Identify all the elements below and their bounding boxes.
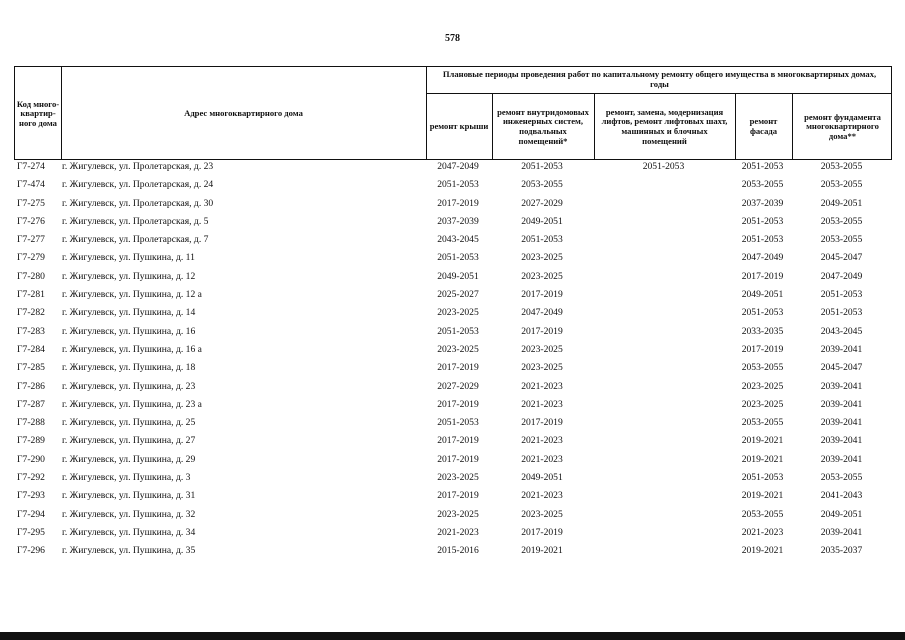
cell-systems: 2023-2025 [521, 343, 563, 355]
table-row [14, 489, 892, 507]
cell-code: Г7-285 [17, 362, 45, 374]
cell-systems: 2053-2055 [521, 179, 563, 191]
cell-facade: 2053-2055 [741, 362, 784, 374]
table-row [14, 197, 892, 215]
cell-roof: 2047-2049 [437, 161, 479, 172]
cell-facade: 2017-2019 [741, 270, 784, 282]
cell-roof: 2015-2016 [437, 545, 479, 557]
cell-systems: 2021-2023 [521, 490, 563, 502]
cell-code: Г7-296 [17, 545, 45, 557]
cell-address: г. Жигулевск, ул. Пушкина, д. 14 [62, 307, 196, 319]
cell-systems: 2021-2023 [521, 453, 563, 465]
cell-code: Г7-276 [17, 215, 45, 227]
table-row [14, 434, 892, 452]
table-row [14, 251, 892, 269]
cell-systems: 2023-2025 [521, 270, 563, 282]
cell-code: Г7-295 [17, 526, 45, 538]
cell-facade: 2019-2021 [741, 435, 784, 447]
cell-code: Г7-474 [17, 179, 45, 191]
header-systems: ремонт внутридомовых инженерных систем, подвальных помещений* [497, 106, 589, 146]
cell-code: Г7-294 [17, 508, 45, 520]
cell-address: г. Жигулевск, ул. Пушкина, д. 29 [62, 453, 196, 465]
cell-facade: 2037-2039 [741, 197, 784, 209]
table-row [14, 178, 892, 196]
cell-address: г. Жигулевск, ул. Пролетарская, д. 23 [62, 161, 214, 172]
table-row [14, 215, 892, 233]
cell-foundation: 2039-2041 [820, 380, 863, 392]
cell-facade: 2053-2055 [741, 417, 784, 429]
header-code: Код много-квартир-ного дома [16, 98, 60, 128]
cell-address: г. Жигулевск, ул. Пушкина, д. 12 [62, 270, 196, 282]
cell-foundation: 2053-2055 [820, 215, 863, 227]
table-row [14, 343, 892, 361]
table-row [14, 453, 892, 471]
table-row [14, 544, 892, 562]
cell-systems: 2021-2023 [521, 380, 563, 392]
table-row [14, 361, 892, 379]
cell-code: Г7-283 [17, 325, 45, 337]
cell-address: г. Жигулевск, ул. Пушкина, д. 16 [62, 325, 196, 337]
cell-roof: 2021-2023 [437, 526, 479, 538]
cell-systems: 2023-2025 [521, 362, 563, 374]
table-row [14, 270, 892, 288]
cell-systems: 2049-2051 [521, 215, 563, 227]
cell-foundation: 2039-2041 [820, 417, 863, 429]
cell-address: г. Жигулевск, ул. Пушкина, д. 23 [62, 380, 196, 392]
cell-roof: 2051-2053 [437, 325, 479, 337]
cell-facade: 2017-2019 [741, 343, 784, 355]
cell-code: Г7-290 [17, 453, 45, 465]
cell-foundation: 2053-2055 [820, 472, 863, 484]
cell-code: Г7-286 [17, 380, 45, 392]
cell-code: Г7-292 [17, 472, 45, 484]
cell-facade: 2023-2025 [741, 380, 784, 392]
cell-foundation: 2039-2041 [820, 343, 863, 355]
cell-address: г. Жигулевск, ул. Пушкина, д. 12 а [62, 289, 202, 301]
page-number: 578 [445, 33, 460, 44]
cell-foundation: 2049-2051 [820, 508, 863, 520]
cell-systems: 2023-2025 [521, 508, 563, 520]
table-row [14, 526, 892, 544]
cell-systems: 2017-2019 [521, 526, 563, 538]
cell-roof: 2017-2019 [437, 453, 479, 465]
cell-facade: 2021-2023 [741, 526, 784, 538]
cell-foundation: 2039-2041 [820, 435, 863, 447]
table-row [14, 471, 892, 489]
cell-systems: 2049-2051 [521, 472, 563, 484]
cell-foundation: 2043-2045 [820, 325, 863, 337]
cell-facade: 2051-2053 [741, 307, 784, 319]
cell-facade: 2053-2055 [741, 179, 784, 191]
cell-address: г. Жигулевск, ул. Пушкина, д. 32 [62, 508, 196, 520]
cell-code: Г7-275 [17, 197, 45, 209]
cell-systems: 2019-2021 [521, 545, 563, 557]
cell-address: г. Жигулевск, ул. Пушкина, д. 34 [62, 526, 196, 538]
cell-code: Г7-284 [17, 343, 45, 355]
cell-foundation: 2053-2055 [820, 234, 863, 246]
cell-address: г. Жигулевск, ул. Пушкина, д. 31 [62, 490, 196, 502]
cell-facade: 2051-2053 [741, 161, 784, 172]
cell-address: г. Жигулевск, ул. Пролетарская, д. 5 [62, 215, 209, 227]
cell-address: г. Жигулевск, ул. Пушкина, д. 18 [62, 362, 196, 374]
cell-roof: 2049-2051 [437, 270, 479, 282]
cell-roof: 2051-2053 [437, 179, 479, 191]
cell-foundation: 2049-2051 [820, 197, 863, 209]
cell-facade: 2019-2021 [741, 453, 784, 465]
cell-facade: 2049-2051 [741, 289, 784, 301]
cell-facade: 2053-2055 [741, 508, 784, 520]
table-row [14, 288, 892, 306]
cell-systems: 2021-2023 [521, 435, 563, 447]
cell-address: г. Жигулевск, ул. Пушкина, д. 16 а [62, 343, 202, 355]
cell-address: г. Жигулевск, ул. Пушкина, д. 3 [62, 472, 191, 484]
cell-code: Г7-282 [17, 307, 45, 319]
cell-facade: 2051-2053 [741, 215, 784, 227]
cell-systems: 2051-2053 [521, 234, 563, 246]
cell-facade: 2033-2035 [741, 325, 784, 337]
cell-systems: 2027-2029 [521, 197, 563, 209]
cell-roof: 2027-2029 [437, 380, 479, 392]
header-facade: ремонт фасада [749, 116, 778, 136]
cell-systems: 2051-2053 [521, 161, 563, 172]
cell-code: Г7-280 [17, 270, 45, 282]
cell-systems: 2017-2019 [521, 289, 563, 301]
header-address: Адрес многоквартирного дома [184, 108, 303, 119]
cell-lifts: 2051-2053 [642, 161, 685, 172]
cell-facade: 2051-2053 [741, 472, 784, 484]
table-row [14, 325, 892, 343]
cell-foundation: 2053-2055 [820, 161, 863, 172]
cell-facade: 2023-2025 [741, 398, 784, 410]
bottom-border [0, 632, 905, 640]
cell-code: Г7-287 [17, 398, 45, 410]
table-body [14, 160, 892, 563]
header-roof: ремонт крыши [429, 121, 489, 132]
cell-systems: 2017-2019 [521, 417, 563, 429]
cell-roof: 2037-2039 [437, 215, 479, 227]
table-row [14, 380, 892, 398]
cell-roof: 2017-2019 [437, 362, 479, 374]
cell-roof: 2051-2053 [437, 252, 479, 264]
cell-address: г. Жигулевск, ул. Пушкина, д. 11 [62, 252, 195, 264]
cell-code: Г7-277 [17, 234, 45, 246]
cell-foundation: 2045-2047 [820, 362, 863, 374]
cell-foundation: 2039-2041 [820, 526, 863, 538]
cell-systems: 2047-2049 [521, 307, 563, 319]
cell-roof: 2017-2019 [437, 398, 479, 410]
header-foundation: ремонт фундамента многоквартирного дома** [804, 111, 881, 141]
cell-roof: 2043-2045 [437, 234, 479, 246]
cell-roof: 2017-2019 [437, 435, 479, 447]
cell-code: Г7-279 [17, 252, 45, 264]
cell-foundation: 2035-2037 [820, 545, 863, 557]
cell-roof: 2023-2025 [437, 508, 479, 520]
cell-roof: 2023-2025 [437, 472, 479, 484]
cell-facade: 2019-2021 [741, 545, 784, 557]
cell-code: Г7-293 [17, 490, 45, 502]
cell-code: Г7-274 [17, 161, 45, 172]
cell-foundation: 2053-2055 [820, 179, 863, 191]
cell-roof: 2051-2053 [437, 417, 479, 429]
cell-address: г. Жигулевск, ул. Пролетарская, д. 7 [62, 234, 209, 246]
cell-systems: 2023-2025 [521, 252, 563, 264]
cell-code: Г7-288 [17, 417, 45, 429]
cell-roof: 2025-2027 [437, 289, 479, 301]
cell-systems: 2021-2023 [521, 398, 563, 410]
header-lifts: ремонт, замена, модернизация лифтов, ремонт лифтовых шахт, машинных и блочных помещений [601, 106, 728, 146]
cell-address: г. Жигулевск, ул. Пушкина, д. 27 [62, 435, 196, 447]
cell-roof: 2023-2025 [437, 307, 479, 319]
cell-systems: 2017-2019 [521, 325, 563, 337]
cell-facade: 2047-2049 [741, 252, 784, 264]
cell-address: г. Жигулевск, ул. Пушкина, д. 23 а [62, 398, 202, 410]
cell-foundation: 2051-2053 [820, 289, 863, 301]
cell-roof: 2023-2025 [437, 343, 479, 355]
table-row [14, 306, 892, 324]
cell-facade: 2051-2053 [741, 234, 784, 246]
header-group: Плановые периоды проведения работ по капитальному ремонту общего имущества в многоквартирных домах, годы [442, 69, 877, 89]
cell-address: г. Жигулевск, ул. Пролетарская, д. 30 [62, 197, 214, 209]
cell-roof: 2017-2019 [437, 197, 479, 209]
cell-code: Г7-281 [17, 289, 45, 301]
table-row [14, 416, 892, 434]
cell-foundation: 2039-2041 [820, 398, 863, 410]
cell-facade: 2019-2021 [741, 490, 784, 502]
table-row [14, 508, 892, 526]
cell-foundation: 2039-2041 [820, 453, 863, 465]
table-row [14, 398, 892, 416]
table-header [14, 66, 892, 160]
table-row [14, 233, 892, 251]
cell-foundation: 2047-2049 [820, 270, 863, 282]
cell-code: Г7-289 [17, 435, 45, 447]
cell-foundation: 2045-2047 [820, 252, 863, 264]
cell-address: г. Жигулевск, ул. Пушкина, д. 25 [62, 417, 196, 429]
cell-roof: 2017-2019 [437, 490, 479, 502]
cell-foundation: 2051-2053 [820, 307, 863, 319]
cell-foundation: 2041-2043 [820, 490, 863, 502]
cell-address: г. Жигулевск, ул. Пролетарская, д. 24 [62, 179, 214, 191]
table-row [14, 160, 892, 178]
cell-address: г. Жигулевск, ул. Пушкина, д. 35 [62, 545, 196, 557]
